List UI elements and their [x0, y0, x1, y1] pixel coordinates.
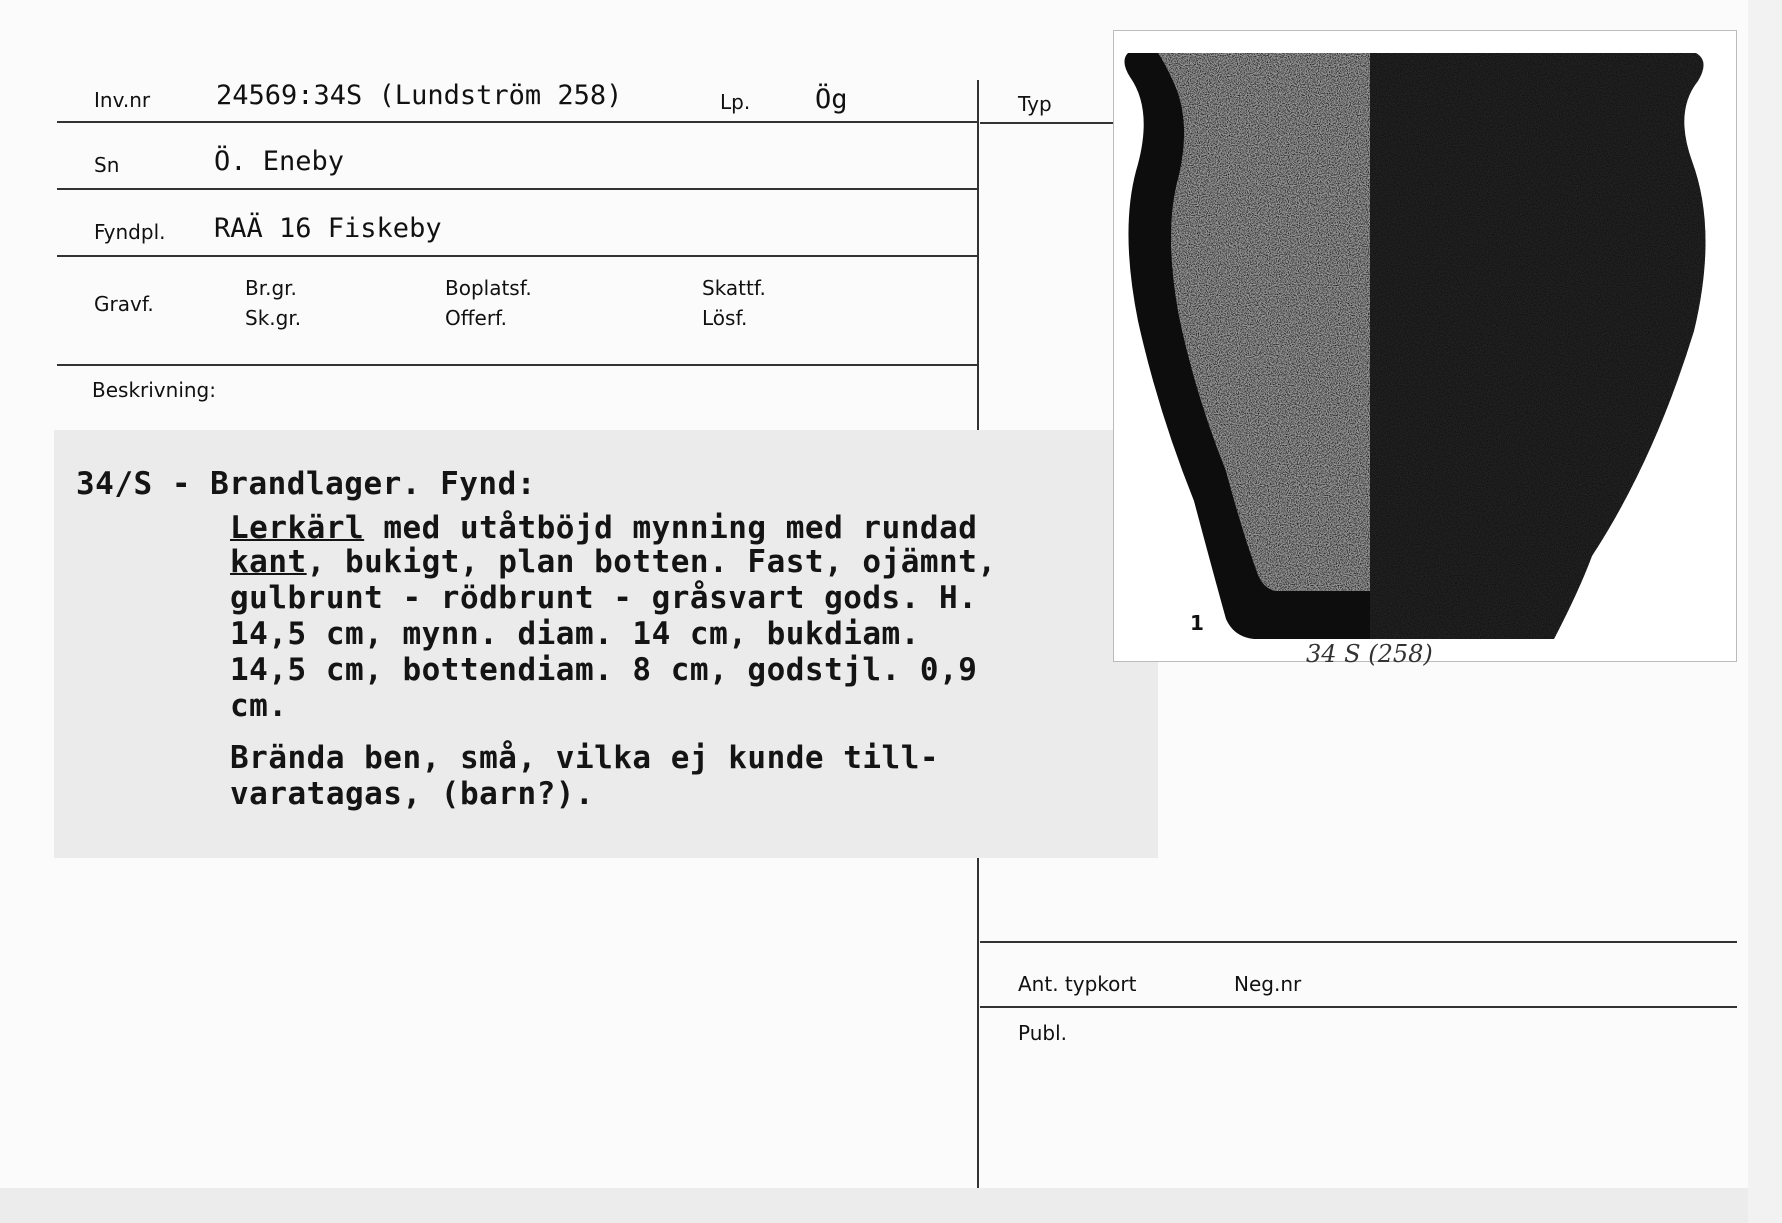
- description-slip: [54, 430, 1158, 858]
- vessel-drawing: [1114, 31, 1736, 661]
- slip-line-4: gulbrunt - rödbrunt - gråsvart gods. H.: [230, 580, 978, 616]
- figure-number: 1: [1190, 611, 1204, 635]
- fyndpl-label: Fyndpl.: [94, 220, 166, 244]
- slip-line-9: varatagas, (barn?).: [230, 776, 595, 812]
- rule-fyndpl: [57, 255, 977, 257]
- neg-nr-label: Neg.nr: [1234, 972, 1302, 996]
- ant-typkort-label: Ant. typkort: [1018, 972, 1137, 996]
- slip-underlined-word-1: Lerkärl: [230, 510, 365, 546]
- inv-nr-value: 24569:34S (Lundström 258): [216, 80, 623, 111]
- vessel-drawing-frame: [1113, 30, 1737, 662]
- slip-heading: 34/S - Brandlager. Fynd:: [76, 466, 536, 502]
- boplatsf-label: Boplatsf.: [445, 276, 532, 300]
- rule-sn: [57, 188, 977, 190]
- slip-line-8: Brända ben, små, vilka ej kunde till-: [230, 740, 940, 776]
- brgr-label: Br.gr.: [245, 276, 297, 300]
- slip-line-7: cm.: [230, 688, 288, 724]
- sn-value: Ö. Eneby: [214, 146, 345, 177]
- fyndpl-value: RAÄ 16 Fiskeby: [214, 213, 442, 244]
- gravf-label: Gravf.: [94, 292, 154, 316]
- offerf-label: Offerf.: [445, 306, 507, 330]
- skattf-label: Skattf.: [702, 276, 766, 300]
- slip-line-6: 14,5 cm, bottendiam. 8 cm, godstjl. 0,9: [230, 652, 978, 688]
- skgr-label: Sk.gr.: [245, 306, 302, 330]
- rule-header-right: [980, 122, 1115, 124]
- slip-line-5: 14,5 cm, mynn. diam. 14 cm, bukdiam.: [230, 616, 920, 652]
- slip-line-3-text: , bukigt, plan botten. Fast, ojämnt,: [306, 544, 997, 580]
- lp-value: Ög: [815, 84, 848, 115]
- card-right-edge: [1748, 0, 1782, 1223]
- rule-gravf: [57, 364, 977, 366]
- lp-label: Lp.: [720, 90, 751, 114]
- slip-underlined-word-2: kant: [230, 544, 307, 580]
- rule-footer-mid: [980, 1006, 1737, 1008]
- slip-line-3: [230, 544, 997, 580]
- handwritten-catalog-note: 34 S (258): [1306, 640, 1433, 668]
- publ-label: Publ.: [1018, 1021, 1067, 1045]
- slip-line-1: [76, 466, 536, 502]
- slip-line-2: [230, 510, 977, 546]
- rule-footer-top: [980, 941, 1737, 943]
- inv-nr-label: Inv.nr: [94, 88, 151, 112]
- slip-line-2-text: med utåtböjd mynning med rundad: [364, 510, 978, 546]
- rule-header: [57, 121, 977, 123]
- beskrivning-label: Beskrivning:: [92, 378, 216, 402]
- card-bottom-edge: [0, 1188, 1782, 1223]
- losf-label: Lösf.: [702, 306, 748, 330]
- sn-label: Sn: [94, 153, 120, 177]
- typ-label: Typ: [1018, 92, 1052, 116]
